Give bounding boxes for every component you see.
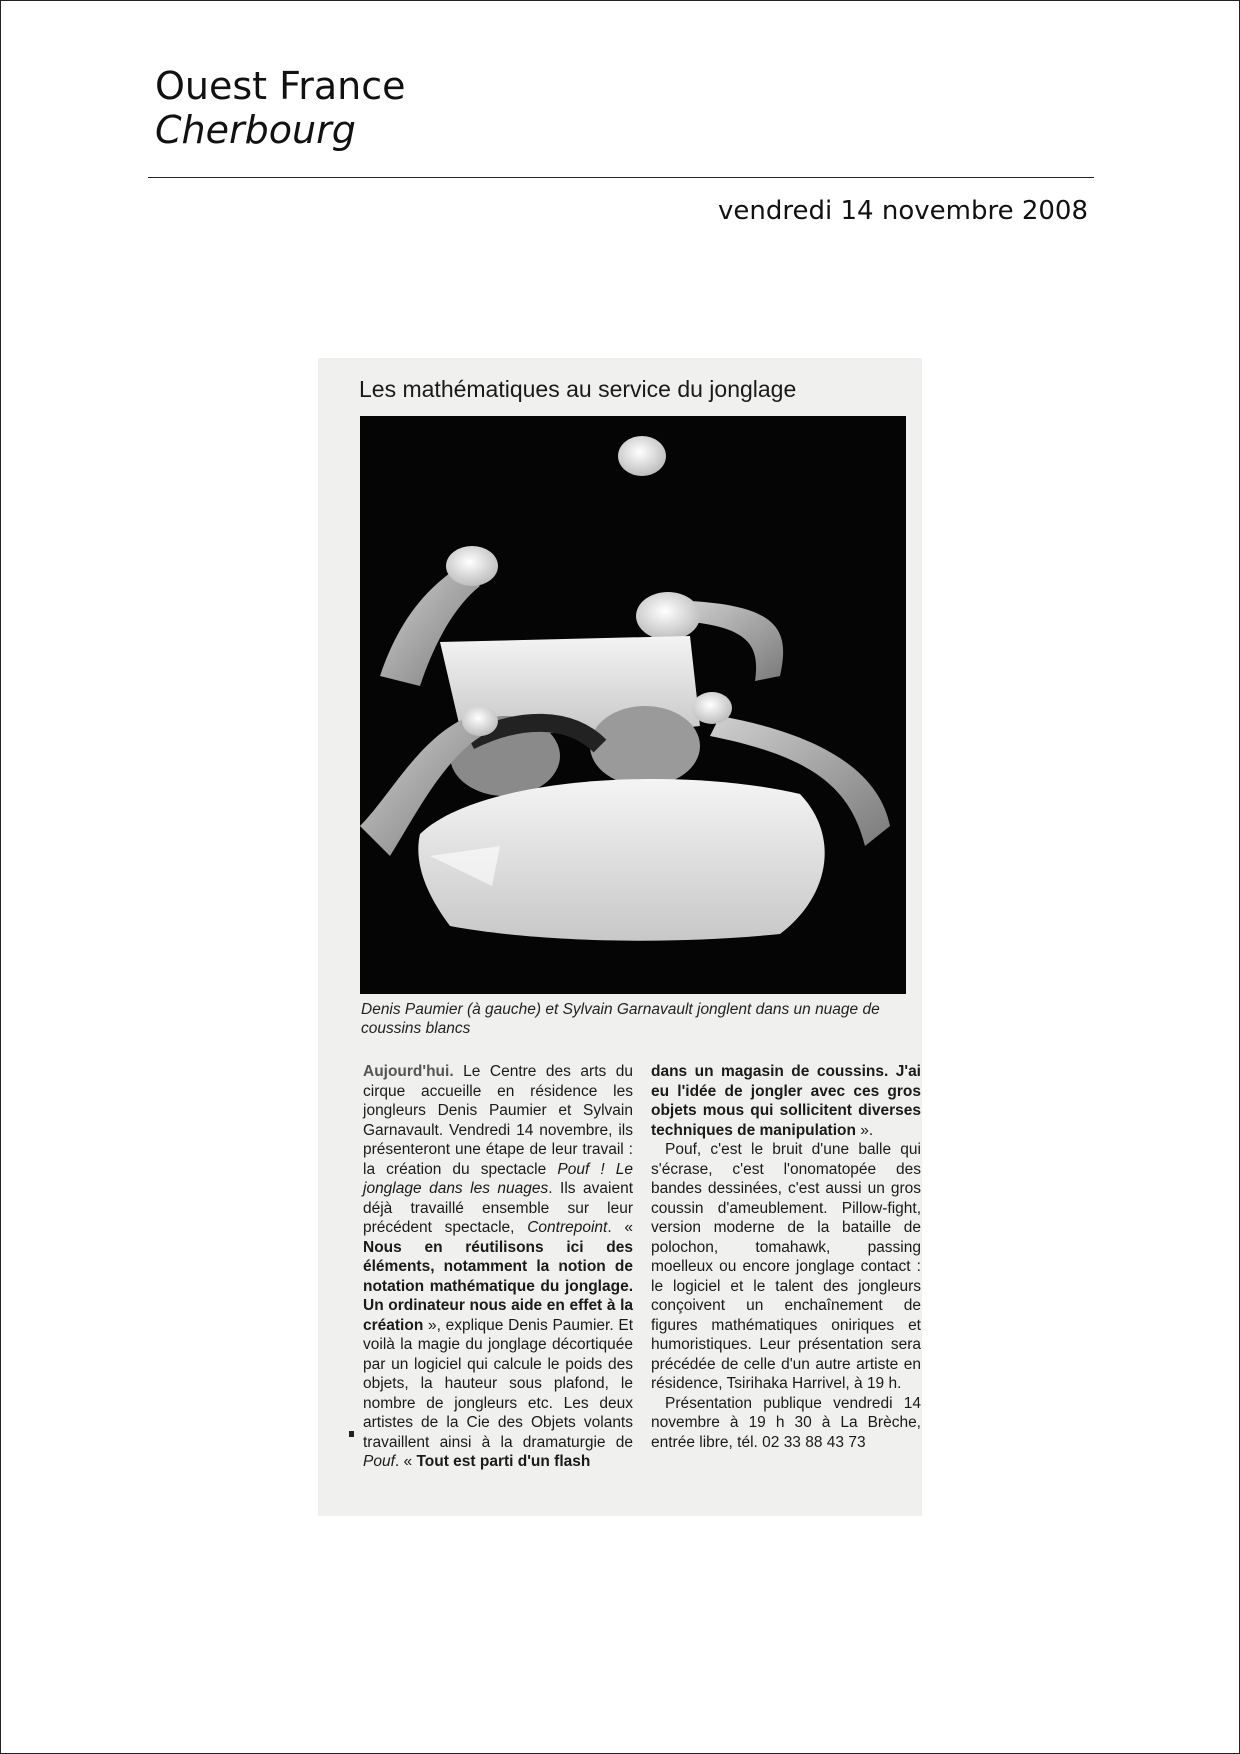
text-run: ». <box>855 1121 874 1139</box>
text-run: . « <box>394 1453 417 1470</box>
article-headline: Les mathématiques au service du jonglage <box>359 376 797 402</box>
quote-bold: dans un magasin de coussins. J'ai eu l'idée de jongler avec ces gros objets mous qui sollicitent diverses techniques de manipulation <box>651 1063 921 1139</box>
text-run: . Ils avaient déjà travaillé ensemble sur leur précédent spectacle, <box>363 1180 633 1236</box>
previous-show-title: Contrepoint <box>527 1219 608 1236</box>
right-paragraph-2: Pouf, c'est le bruit d'une balle qui s'écrase, c'est l'onomatopée des bandes dessinées, c'est aussi un gros coussin d'ameublement. Pillow-fight, version moderne de la bataille de polochon, tomahawk, passing moelleux ou encore jonglage contact : le logiciel et le talent des jongleurs conçoivent un enchaînement de figures mathématiques oniriques et humoristiques. Leur présentation sera précédée de celle d'un autre artiste en résidence, Tsirihaka Harrivel, à 19 h. <box>651 1141 921 1392</box>
text-run: Le Centre des arts du cirque accueille en résidence les jongleurs Denis Paumier et Sylvain Garnavault. Vendredi 14 novembre, ils présenteront une étape de leur travail : la création du spectacle <box>363 1063 633 1178</box>
publication-name: Ouest France <box>155 64 406 108</box>
show-title-short: Pouf <box>363 1453 395 1470</box>
dateline: Aujourd'hui. <box>363 1063 454 1080</box>
show-title: Pouf ! Le jonglage dans les nuages <box>363 1160 634 1197</box>
photo-caption: Denis Paumier (à gauche) et Sylvain Garnavault jonglent dans un nuage de coussins blancs <box>361 1001 880 1037</box>
right-paragraph-1 <box>651 1062 921 1140</box>
article-column-left <box>363 1062 633 1472</box>
publication-city: Cherbourg <box>155 108 356 152</box>
newspaper-clipping <box>318 358 922 1516</box>
quote-bold: Tout est parti d'un flash <box>416 1453 591 1470</box>
left-paragraph <box>363 1062 633 1472</box>
text-run: », explique Denis Paumier. Et voilà la magie du jonglage décortiquée par un logiciel qui calcule le poids des objets, la hauteur sous plafond, le nombre de jongleurs etc. Les deux artistes de la Cie des Objets volants travaillent ainsi à la dramaturgie de <box>363 1316 633 1451</box>
publication-date: vendredi 14 novembre 2008 <box>718 196 1088 226</box>
header-divider <box>148 177 1094 178</box>
publication-header <box>155 64 406 152</box>
article-photo <box>360 416 906 994</box>
bullet-marker <box>349 1431 354 1437</box>
ball-icon <box>618 436 666 476</box>
jugglers-photo-illustration <box>360 416 906 994</box>
event-info: Présentation publique vendredi 14 novembre à 19 h 30 à La Brèche, entrée libre, tél. 02 33 88 43 73 <box>651 1394 921 1451</box>
article-column-right <box>651 1062 921 1452</box>
text-run: . « <box>607 1219 634 1236</box>
quote-bold: Nous en réutilisons ici des éléments, notamment la notion de notation mathématique du jonglage. Un ordinateur nous aide en effet à la création <box>363 1238 633 1334</box>
